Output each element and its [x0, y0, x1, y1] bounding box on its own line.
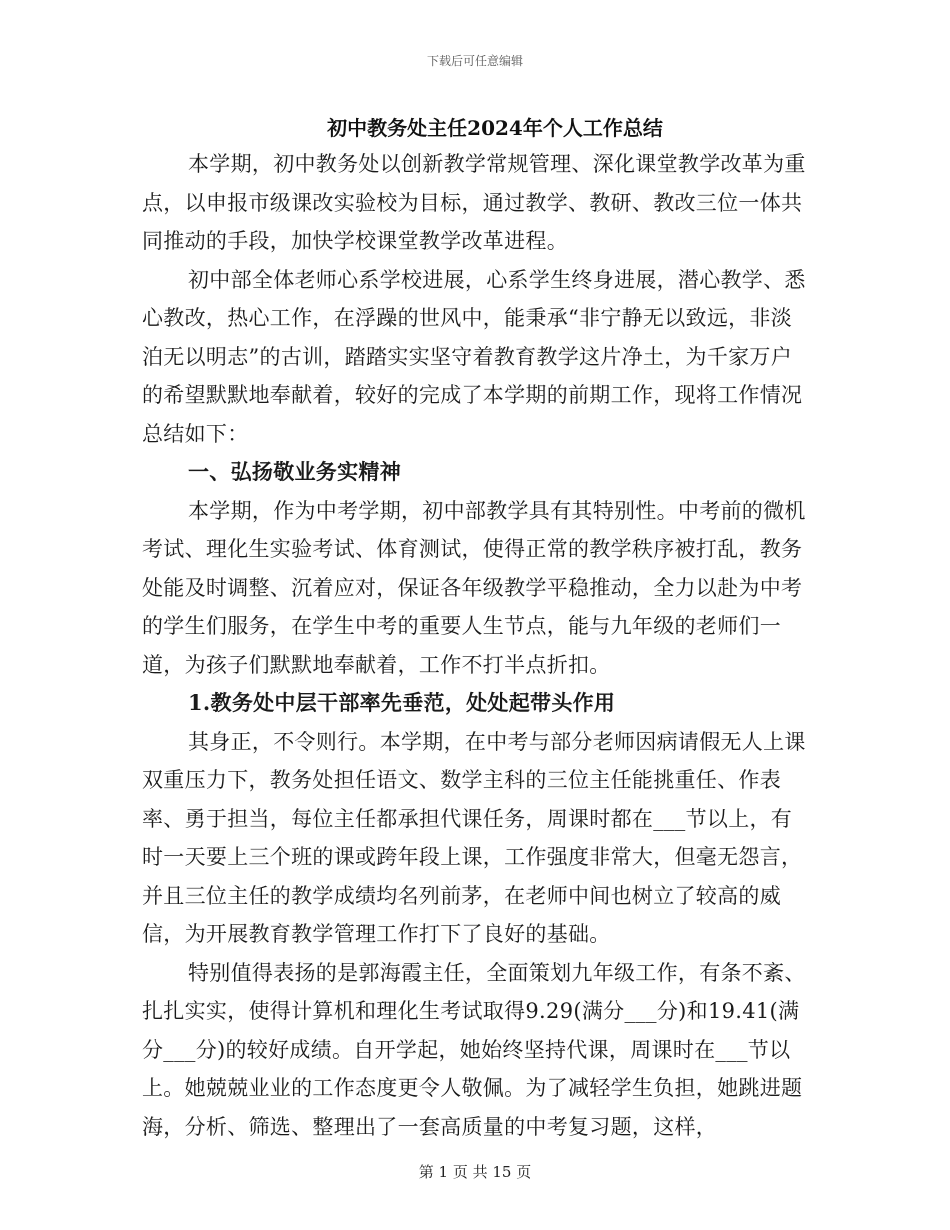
paragraph-commendation: 特别值得表扬的是郭海霞主任，全面策划九年级工作，有条不紊、扎扎实实，使得计算机和理化生考试取得9.29(满分___分)和19.41(满分___分)的较好成绩。自开学起，她始终坚持代课，周课时在___节以上。她兢兢业业的工作态度更令人敬佩。为了减轻学生负担，她跳进题海，分析、筛选、整理出了一套高质量的中考复习题，这样， — [142, 960, 806, 1139]
section-heading-1: 一、弘扬敬业务实精神 — [188, 459, 401, 484]
page-indicator: 第 1 页 共 15 页 — [418, 1163, 532, 1181]
document-title: 初中教务处主任2024年个人工作总结 — [327, 116, 663, 140]
header-note: 下载后可任意编辑 — [426, 54, 523, 68]
paragraph-staff: 初中部全体老师心系学校进展，心系学生终身进展，潜心教学、悉心教改，热心工作，在浮躁的世风中，能秉承“非宁静无以致远，非淡泊无以明志”的古训，踏踏实实坚守着教育教学这片净土，为千家万户的希望默默地奉献着，较好的完成了本学期的前期工作，现将工作情况总结如下： — [142, 267, 806, 446]
paragraph-intro: 本学期，初中教务处以创新教学常规管理、深化课堂教学改革为重点，以申报市级课改实验校为目标，通过教学、教研、教改三位一体共同推动的手段，加快学校课堂教学改革进程。 — [142, 152, 806, 253]
subsection-heading-1-1: 1.教务处中层干部率先垂范，处处起带头作用 — [188, 690, 616, 715]
paragraph-leadership: 其身正，不令则行。本学期，在中考与部分老师因病请假无人上课双重压力下，教务处担任语文、数学主科的三位主任能挑重任、作表率、勇于担当，每位主任都承担代课任务，周课时都在___节以上，有时一天要上三个班的课或跨年段上课，工作强度非常大，但毫无怨言，并且三位主任的教学成绩均名列前茅，在老师中间也树立了较高的威信，为开展教育教学管理工作打下了良好的基础。 — [142, 729, 806, 946]
paragraph-section-1: 本学期，作为中考学期，初中部教学具有其特别性。中考前的微机考试、理化生实验考试、体育测试，使得正常的教学秩序被打乱，教务处能及时调整、沉着应对，保证各年级教学平稳推动，全力以赴为中考的学生们服务，在学生中考的重要人生节点，能与九年级的老师们一道，为孩子们默默地奉献着，工作不打半点折扣。 — [142, 498, 806, 677]
document-body — [142, 145, 807, 1146]
